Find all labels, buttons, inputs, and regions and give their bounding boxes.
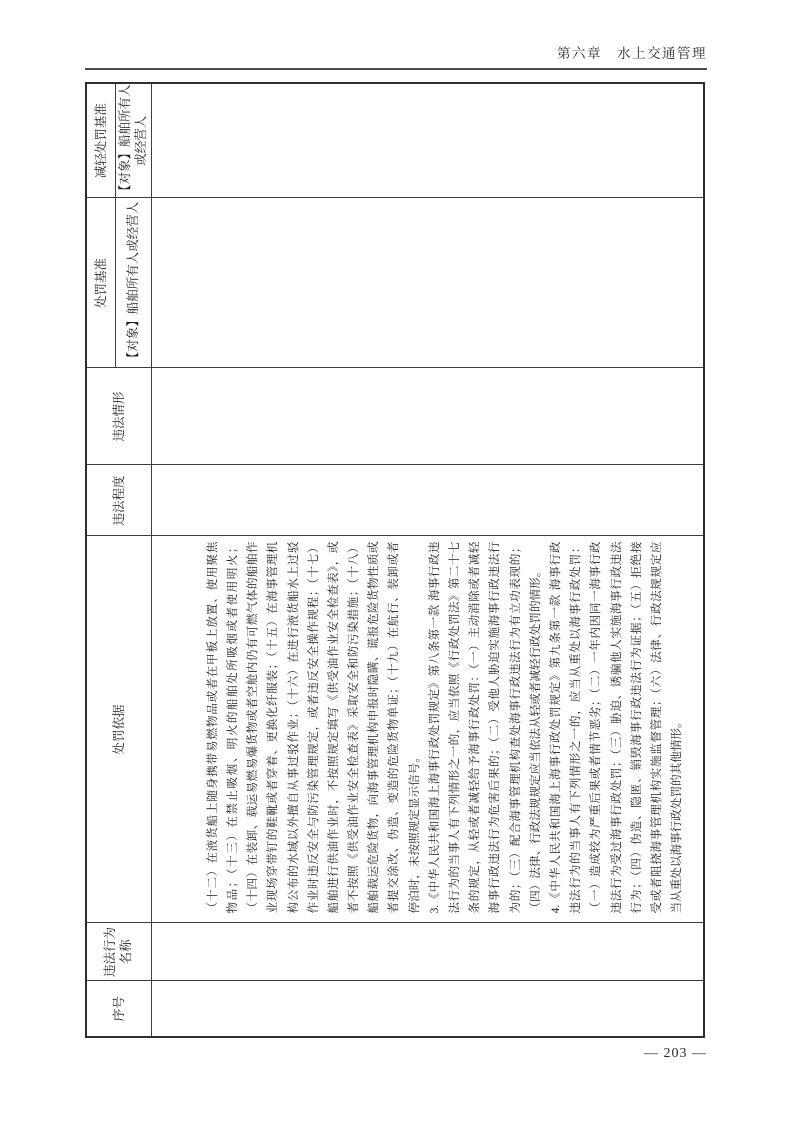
landscape-table-wrapper <box>85 84 705 1038</box>
header-label-violation-name-line1: 违法行为 <box>103 927 118 978</box>
header-cell-mitigated-benchmark <box>86 83 116 198</box>
header-label-penalty-benchmark-target: 【对象】船舶所有人或经营人 <box>126 201 141 365</box>
header-cell-mitigated-benchmark-target <box>116 83 152 198</box>
law-text-line: 4.《中华人民共和国海上海事行政处罚规定》第九条第一款 海事行政 <box>548 541 562 914</box>
cell-penalty-benchmark-content <box>152 198 705 368</box>
cell-violation-name-content <box>152 923 705 981</box>
header-label-violation-name-line2: 名称 <box>119 939 133 965</box>
header-label-punishment-basis: 处罚依据 <box>111 704 126 755</box>
header-cell-penalty-benchmark <box>86 198 116 368</box>
header-label-mitigated-benchmark-target-line1: 【对象】船舶所有人 <box>117 84 132 198</box>
header-cell-punishment-basis <box>86 536 152 923</box>
rotated-table-viewport <box>85 84 705 1038</box>
header-rule <box>85 68 707 70</box>
law-text-line: 物品；（十三）在禁止吸烟、明火的船舶处所吸烟或者使用明火； <box>225 541 239 914</box>
law-text-line: 法行为的当事人有下列情形之一的，应当依照《行政处罚法》第二十七 <box>448 541 461 914</box>
header-label-violation-circumstance: 违法情形 <box>111 391 126 442</box>
header-label-violation-degree: 违法程度 <box>111 475 126 526</box>
law-text-line: （十四）在装卸、载运易燃易爆货物或者空舱内仍有可燃气体的船舶作 <box>246 541 260 914</box>
law-text-line: 作业时违反安全与防污染管理规定，或者违反安全操作规程；（十七） <box>306 541 320 914</box>
law-text-line: （十二）在液货船上随身携带易燃物品或者在甲板上放置、使用聚焦 <box>205 541 219 914</box>
cell-violation-circumstance-content <box>152 368 705 465</box>
penalty-standards-table <box>85 82 705 1038</box>
page-number: — 203 — <box>644 1046 707 1061</box>
law-text-line: 当从重处以海事行政处罚的其他情形。 <box>670 716 684 914</box>
header-cell-violation-circumstance <box>86 368 152 465</box>
law-text-line: 受或者阻挠海事管理机构实施监督管理；（六）法律、行政法规规定应 <box>649 541 663 914</box>
law-text-line: 3.《中华人民共和国海上海事行政处罚规定》第八条第一款 海事行政违 <box>427 541 441 914</box>
law-text-line: 船舶进行供油作业时，不按照规定填写《供受油作业安全检查表》，或 <box>326 541 340 914</box>
law-text-line: 构公布的水域以外擅自从事过驳作业；（十六）在进行液货船水上过驳 <box>286 541 300 914</box>
header-cell-violation-name <box>86 923 152 981</box>
law-text-line: 船舶载运危险货物，向海事管理机构申报时隐瞒、谎报危险货物性质或 <box>367 541 381 914</box>
cell-violation-degree-content <box>152 465 705 536</box>
header-label-penalty-benchmark: 处罚基准 <box>93 258 108 309</box>
cell-punishment-basis-content <box>152 536 705 923</box>
header-cell-serial <box>86 981 152 1037</box>
header-label-mitigated-benchmark-target-line2: 或经营人 <box>133 115 148 166</box>
cell-mitigated-benchmark-content <box>152 83 705 198</box>
law-text-line: 者提交涂改、伪造、变造的危险货物单证；（十九）在航行、装卸或者 <box>387 541 401 914</box>
law-text-line: 条的规定，从轻或者减轻给予海事行政处罚：（一）主动消除或者减轻 <box>468 541 482 914</box>
law-text-line: （一）造成较为严重后果或者情节恶劣；（二）一年内因同一海事行政 <box>589 541 603 914</box>
cell-serial-content <box>152 981 705 1037</box>
law-text-line: 行为；（四）伪造、隐匿、销毁海事行政违法行为证据；（五）拒绝接 <box>629 541 643 914</box>
chapter-header-title: 第六章 水上交通管理 <box>557 46 707 61</box>
law-text-line: 违法行为受过海事行政处罚；（三）胁迫、诱骗他人实施海事行政违法 <box>609 541 623 914</box>
law-text-line: 停泊时，未按照规定显示信号。 <box>407 751 421 914</box>
law-text-line: 海事行政违法行为危害后果的；（二）受他人胁迫实施海事行政违法行 <box>488 541 502 914</box>
law-text-line: （四）法律、行政法规规定应当依法从轻或者减轻行政处罚的情形。 <box>528 565 542 914</box>
header-cell-penalty-benchmark-target <box>116 198 152 368</box>
header-cell-violation-degree <box>86 465 152 536</box>
law-text-line: 业现场穿带钉的鞋靴或者穿着、更换化纤服装；（十五）在海事管理机 <box>266 541 280 914</box>
header-label-mitigated-benchmark: 减轻处罚基准 <box>93 103 108 179</box>
header-label-serial: 序号 <box>111 996 126 1022</box>
law-text-line: 违法行为的当事人有下列情形之一的，应当从重处以海事行政处罚： <box>569 541 583 914</box>
punishment-basis-textblock <box>203 542 688 914</box>
law-text-line: 为的；（三）配合海事管理机构查处海事行政违法行为有立功表现的； <box>508 541 522 914</box>
law-text-line: 者不按照《供受油作业安全检查表》采取安全和防污染措施；（十八） <box>347 541 361 914</box>
